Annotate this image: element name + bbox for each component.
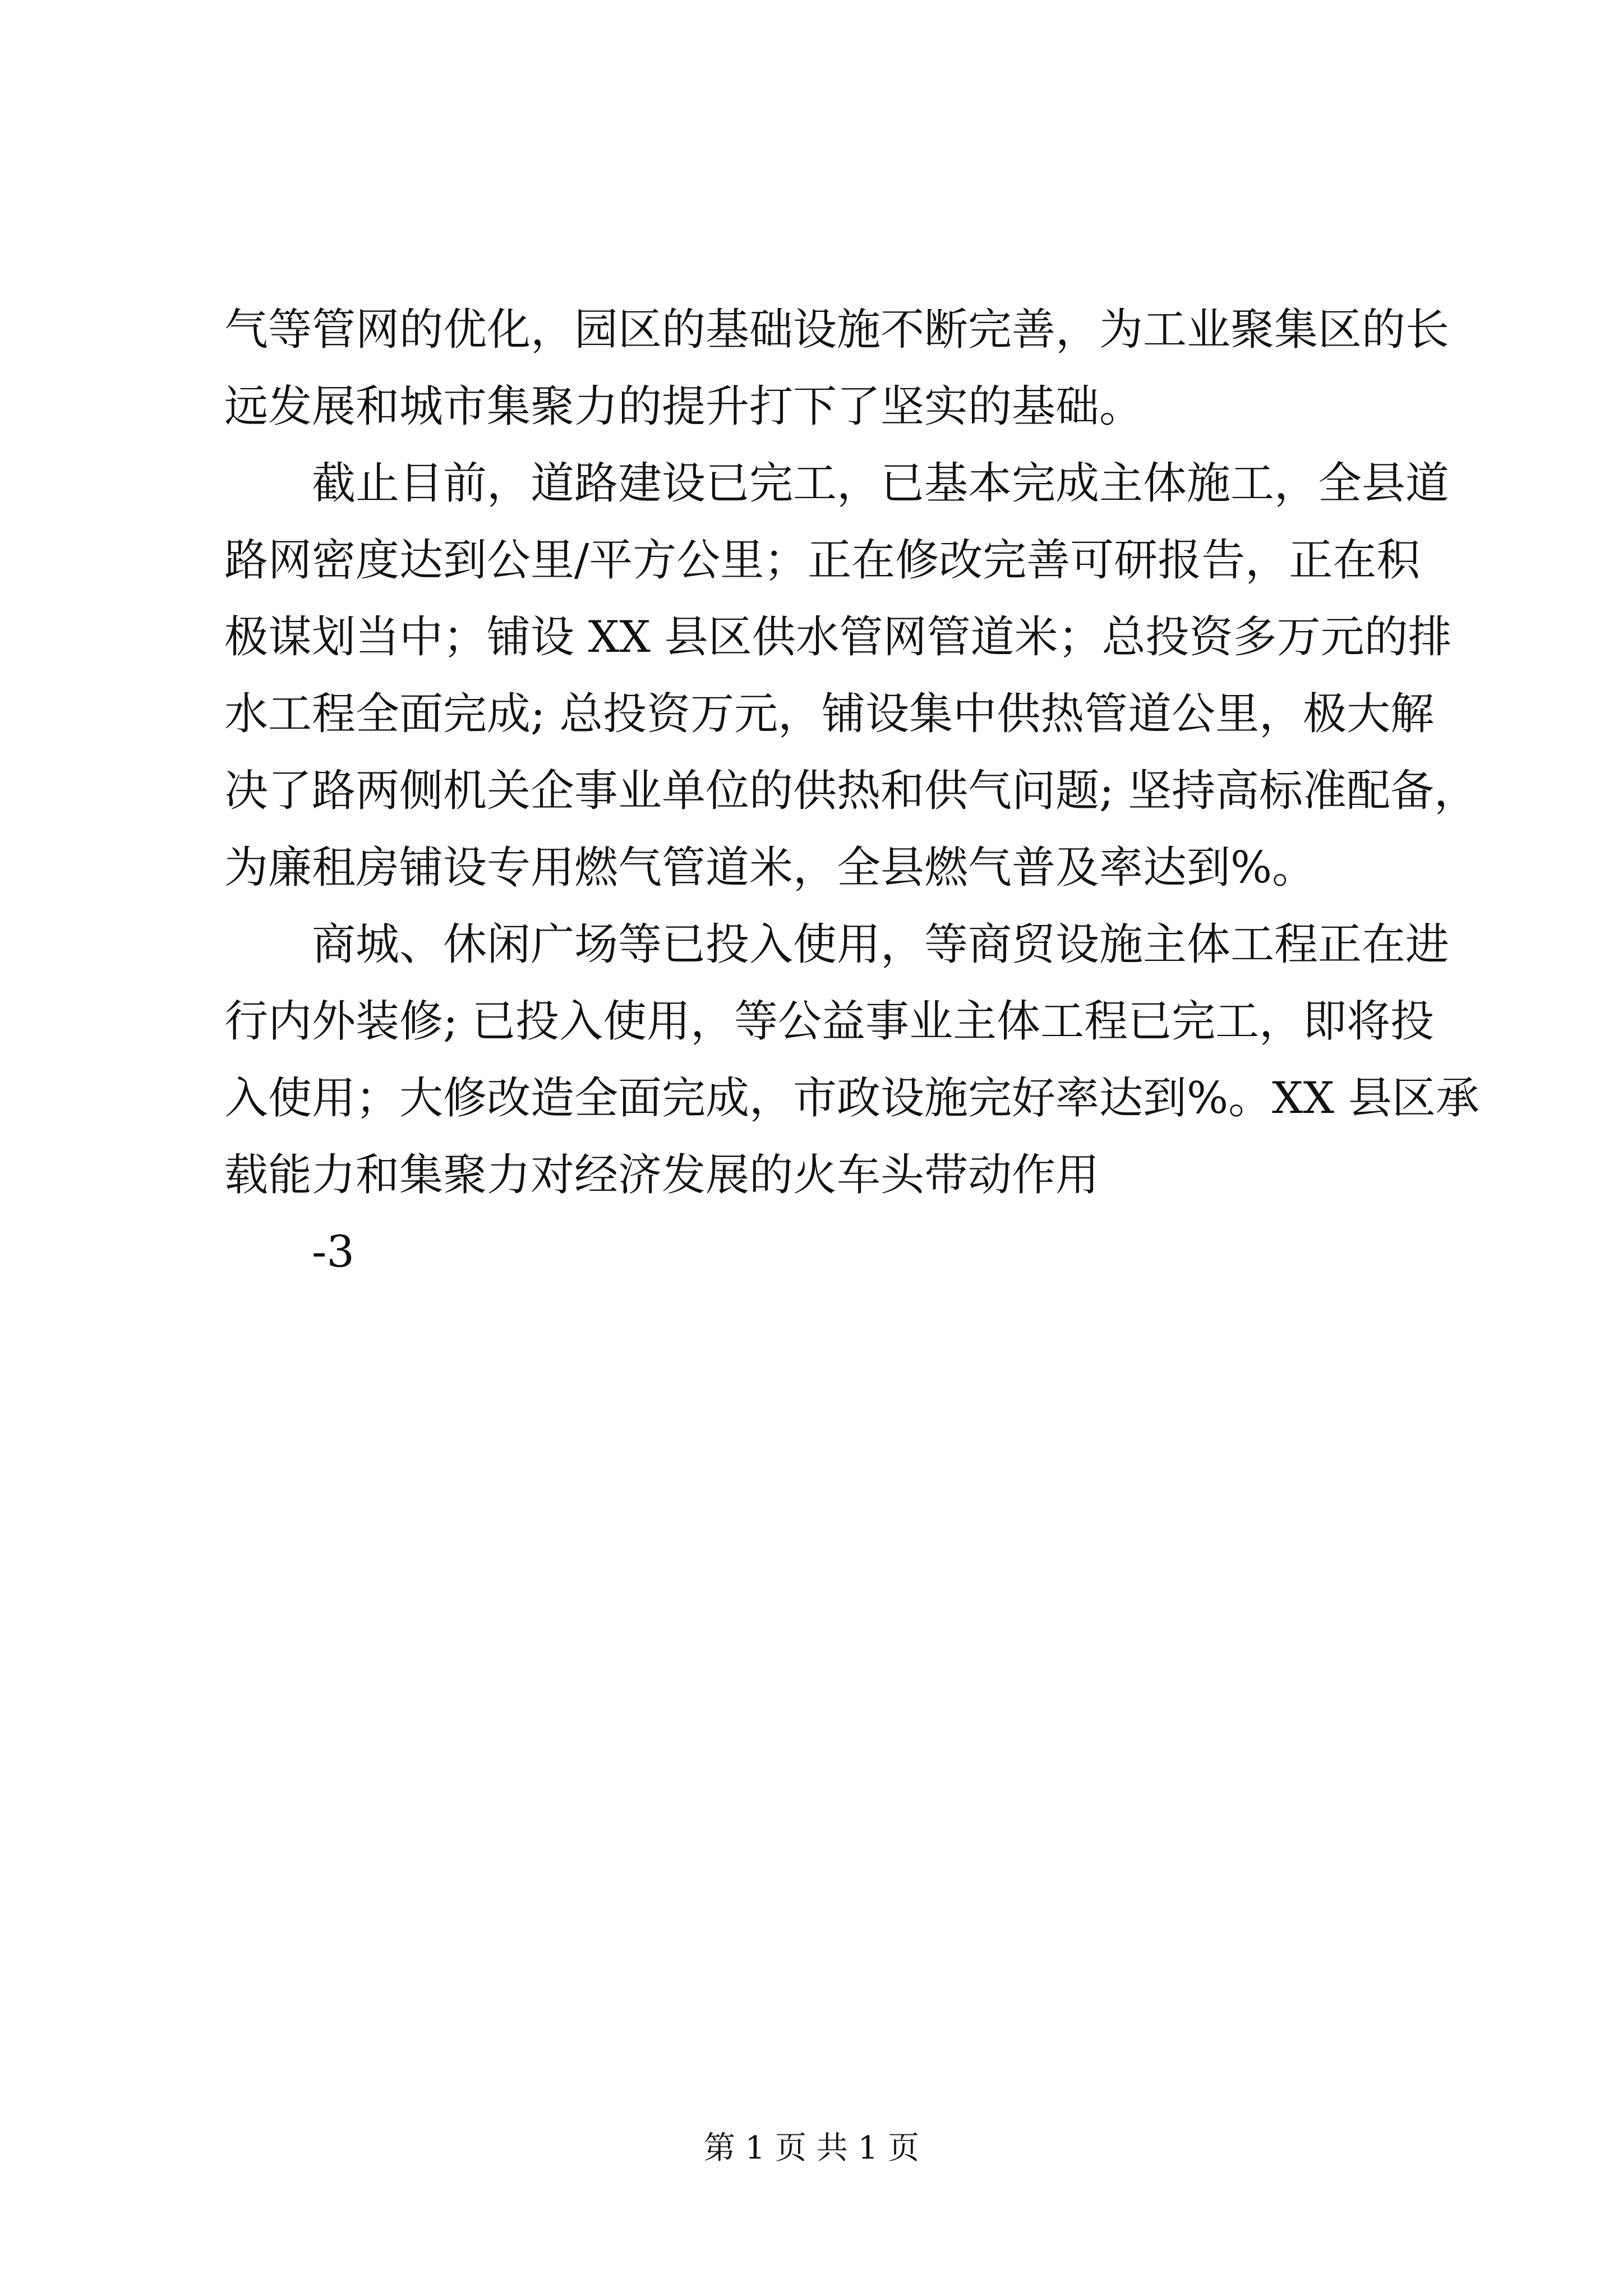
text-line: 路网密度达到公里/平方公里；正在修改完善可研报告，正在积: [224, 535, 1421, 586]
text-line: 决了路两侧机关企事业单位的供热和供气问题; 坚持高标准配备，: [224, 766, 1478, 816]
text-line: 载能力和集聚力对经济发展的火车头带动作用: [224, 1150, 1100, 1200]
paragraph-1: [224, 292, 1450, 445]
text-line: 截止目前，道路建设已完工，已基本完成主体施工，全县道: [312, 458, 1450, 509]
page-footer: 第 1 页 共 1 页: [703, 2130, 920, 2166]
document-body: [224, 292, 1479, 1291]
paragraph-3: [224, 907, 1479, 1214]
paragraph-2: [224, 445, 1478, 907]
text-line: 极谋划当中；铺设 XX 县区供水管网管道米；总投资多万元的排: [224, 612, 1452, 662]
text-line: 为廉租房铺设专用燃气管道米，全县燃气普及率达到%。: [224, 843, 1316, 893]
text-line: 气等管网的优化，园区的基础设施不断完善，为工业聚集区的长: [224, 305, 1450, 355]
text-line: 水工程全面完成; 总投资万元，铺设集中供热管道公里，极大解: [224, 689, 1435, 739]
text-line: 远发展和城市集聚力的提升打下了坚实的基础。: [224, 381, 1144, 432]
text-line: 入使用；大修改造全面完成，市政设施完好率达到%。XX 县区承: [224, 1073, 1479, 1124]
text-line: 商城、休闲广场等已投入使用，等商贸设施主体工程正在进: [312, 919, 1450, 970]
text-line: 行内外装修; 已投入使用，等公益事业主体工程已完工，即将投: [224, 996, 1435, 1047]
inline-page-number: -3: [312, 1227, 354, 1277]
